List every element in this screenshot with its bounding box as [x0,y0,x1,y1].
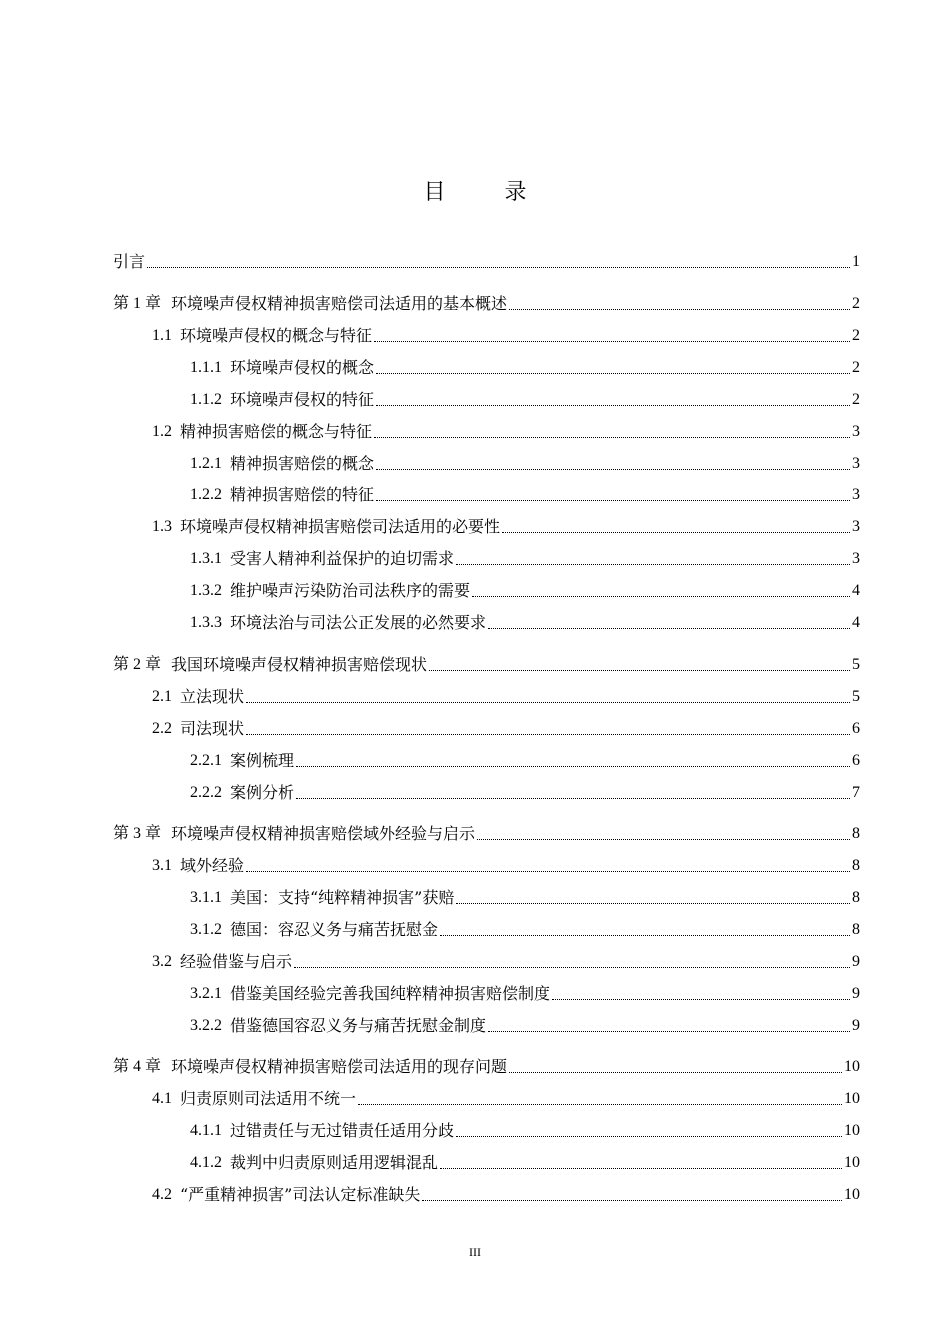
toc-entry-label: 美国：支持“纯粹精神损害”获赔 [230,888,455,907]
dot-leader [456,903,850,904]
toc-entry-label: 过错责任与无过错责任适用分歧 [230,1121,455,1140]
dot-leader [246,734,850,735]
toc-entry-label: 裁判中归责原则适用逻辑混乱 [230,1153,439,1172]
toc-entry-number: 4.1.2 [190,1154,222,1171]
toc-entry-subsection-4-1-2[interactable] [190,1149,860,1173]
toc-entry-number: 3.1.1 [190,889,222,906]
toc-entry-number: 1.1.2 [190,391,222,408]
toc-entry-number: 第 4 章 [113,1058,162,1075]
toc-entry-page: 3 [852,423,860,440]
page-number: III [469,1245,481,1259]
dot-leader [374,437,850,438]
toc-entry-page: 5 [852,688,860,705]
toc-entry-page: 6 [852,752,860,769]
dot-leader [147,267,850,268]
toc-entry-page: 9 [852,985,860,1002]
toc-entry-chapter-1[interactable] [113,290,860,314]
toc-entry-page: 3 [852,455,860,472]
toc-entry-label: 环境噪声侵权的概念 [230,358,375,377]
toc-entry-section-3-1[interactable] [152,852,860,876]
toc-entry-label: 归责原则司法适用不统一 [180,1089,357,1108]
dot-leader [246,702,850,703]
toc-entry-subsection-1-3-2[interactable] [190,577,860,601]
toc-entry-page: 4 [852,614,860,631]
toc-entry-label: 借鉴德国容忍义务与痛苦抚慰金制度 [230,1016,487,1035]
toc-entry-section-2-2[interactable] [152,715,860,739]
dot-leader [358,1104,842,1105]
toc-entry-page: 8 [852,921,860,938]
toc-entry-page: 3 [852,518,860,535]
toc-entry-number: 1.2.1 [190,455,222,472]
toc-entry-page: 10 [844,1058,860,1075]
toc-entry-number: 1.2 [152,423,172,440]
toc-entry-label: 精神损害赔偿的特征 [230,485,375,504]
toc-entry-label: 司法现状 [180,719,245,738]
toc-entry-page: 2 [852,295,860,312]
toc-entry-label: 环境噪声侵权精神损害赔偿域外经验与启示 [171,824,476,843]
dot-leader [376,405,850,406]
dot-leader [488,628,850,629]
toc-entry-subsection-1-3-1[interactable] [190,545,860,569]
toc-entry-page: 1 [852,253,860,270]
dot-leader [296,766,850,767]
dot-leader [376,373,850,374]
toc-entry-section-4-2[interactable] [152,1181,860,1205]
dot-leader [456,564,850,565]
toc-entry-label: 我国环境噪声侵权精神损害赔偿现状 [171,655,428,674]
toc-entry-page: 9 [852,953,860,970]
toc-entry-page: 10 [844,1186,860,1203]
dot-leader [429,670,850,671]
toc-entry-page: 5 [852,656,860,673]
toc-entry-label: 环境噪声侵权精神损害赔偿司法适用的基本概述 [171,294,508,313]
toc-entry-number: 1.3.1 [190,550,222,567]
toc-entry-chapter-2[interactable] [113,651,860,675]
dot-leader [552,999,850,1000]
toc-entry-page: 2 [852,327,860,344]
dot-leader [488,1031,850,1032]
toc-entry-page: 9 [852,1017,860,1034]
toc-entry-page: 3 [852,486,860,503]
toc-entry-label: 精神损害赔偿的概念与特征 [180,422,373,441]
toc-entry-page: 10 [844,1090,860,1107]
toc-entry-label: 环境噪声侵权精神损害赔偿司法适用的必要性 [180,517,501,536]
dot-leader [296,798,850,799]
toc-entry-subsection-3-1-1[interactable] [190,884,860,908]
toc-entry-page: 10 [844,1122,860,1139]
toc-entry-subsection-3-2-1[interactable] [190,980,860,1004]
dot-leader [440,1168,842,1169]
toc-entry-number: 3.1.2 [190,921,222,938]
toc-entry-page: 8 [852,825,860,842]
toc-entry-label: 案例分析 [230,783,295,802]
toc-entry-subsection-1-1-1[interactable] [190,354,860,378]
toc-entry-subsection-1-2-1[interactable] [190,450,860,474]
toc-entry-number: 3.2 [152,953,172,970]
toc-entry-section-1-1[interactable] [152,322,860,346]
toc-entry-label: 受害人精神利益保护的迫切需求 [230,549,455,568]
toc-entry-label: 精神损害赔偿的概念 [230,454,375,473]
toc-entry-page: 2 [852,391,860,408]
toc-entry-section-3-2[interactable] [152,948,860,972]
toc-entry-number: 2.2.2 [190,784,222,801]
toc-entry-label: 德国：容忍义务与痛苦抚慰金 [230,920,439,939]
toc-entry-page: 7 [852,784,860,801]
dot-leader [477,839,850,840]
toc-entry-label: 维护噪声污染防治司法秩序的需要 [230,581,471,600]
toc-entry-label: 借鉴美国经验完善我国纯粹精神损害赔偿制度 [230,984,551,1003]
toc-entry-section-2-1[interactable] [152,683,860,707]
toc-entry-page: 4 [852,582,860,599]
dot-leader [509,309,850,310]
toc-entry-intro[interactable] [113,248,860,272]
toc-entry-label: 经验借鉴与启示 [180,952,293,971]
dot-leader [456,1136,842,1137]
toc-entry-label: 环境噪声侵权的特征 [230,390,375,409]
toc-entry-page: 6 [852,720,860,737]
toc-title: 目 录 [423,180,553,205]
toc-entry-number: 4.1.1 [190,1122,222,1139]
toc-entry-label: 案例梳理 [230,751,295,770]
toc-entry-label: 域外经验 [180,856,245,875]
toc-entry-subsection-1-2-2[interactable] [190,481,860,505]
toc-entry-number: 1.1 [152,327,172,344]
toc-entry-number: 4.2 [152,1186,172,1203]
toc-entry-page: 3 [852,550,860,567]
toc-entry-subsection-4-1-1[interactable] [190,1117,860,1141]
toc-entry-label: 引言 [113,252,146,271]
toc-entry-page: 10 [844,1154,860,1171]
dot-leader [294,967,850,968]
toc-entry-subsection-3-2-2[interactable] [190,1012,860,1036]
dot-leader [502,532,850,533]
toc-entry-label: 环境噪声侵权的概念与特征 [180,326,373,345]
toc-entry-number: 1.3 [152,518,172,535]
toc-entry-subsection-3-1-2[interactable] [190,916,860,940]
toc-entry-page: 8 [852,857,860,874]
toc-entry-number: 第 1 章 [113,295,162,312]
dot-leader [374,341,850,342]
toc-entry-number: 1.3.3 [190,614,222,631]
toc-entry-chapter-4[interactable] [113,1053,860,1077]
toc-entry-section-4-1[interactable] [152,1085,860,1109]
toc-entry-number: 1.3.2 [190,582,222,599]
toc-entry-number: 2.2.1 [190,752,222,769]
toc-entry-page: 2 [852,359,860,376]
toc-entry-number: 2.1 [152,688,172,705]
toc-entry-number: 3.2.2 [190,1017,222,1034]
toc-entry-label: 环境法治与司法公正发展的必然要求 [230,613,487,632]
toc-entry-number: 2.2 [152,720,172,737]
toc-entry-number: 1.1.1 [190,359,222,376]
dot-leader [376,500,850,501]
toc-entry-number: 3.2.1 [190,985,222,1002]
dot-leader [376,469,850,470]
toc-entry-number: 4.1 [152,1090,172,1107]
toc-entry-number: 1.2.2 [190,486,222,503]
toc-entry-number: 第 3 章 [113,825,162,842]
toc-entry-label: 环境噪声侵权精神损害赔偿司法适用的现存问题 [171,1057,508,1076]
dot-leader [472,596,850,597]
dot-leader [509,1072,842,1073]
toc-entry-section-1-3[interactable] [152,513,860,537]
toc-entry-subsection-2-2-1[interactable] [190,747,860,771]
dot-leader [422,1200,842,1201]
toc-entry-subsection-2-2-2[interactable] [190,779,860,803]
toc-entry-page: 8 [852,889,860,906]
toc-entry-label: “严重精神损害”司法认定标准缺失 [180,1185,421,1204]
toc-entry-label: 立法现状 [180,687,245,706]
dot-leader [440,935,850,936]
toc-entry-number: 3.1 [152,857,172,874]
toc-entry-subsection-1-1-2[interactable] [190,386,860,410]
toc-entry-chapter-3[interactable] [113,820,860,844]
dot-leader [246,871,850,872]
toc-entry-number: 第 2 章 [113,656,162,673]
toc-entry-section-1-2[interactable] [152,418,860,442]
toc-entry-subsection-1-3-3[interactable] [190,609,860,633]
